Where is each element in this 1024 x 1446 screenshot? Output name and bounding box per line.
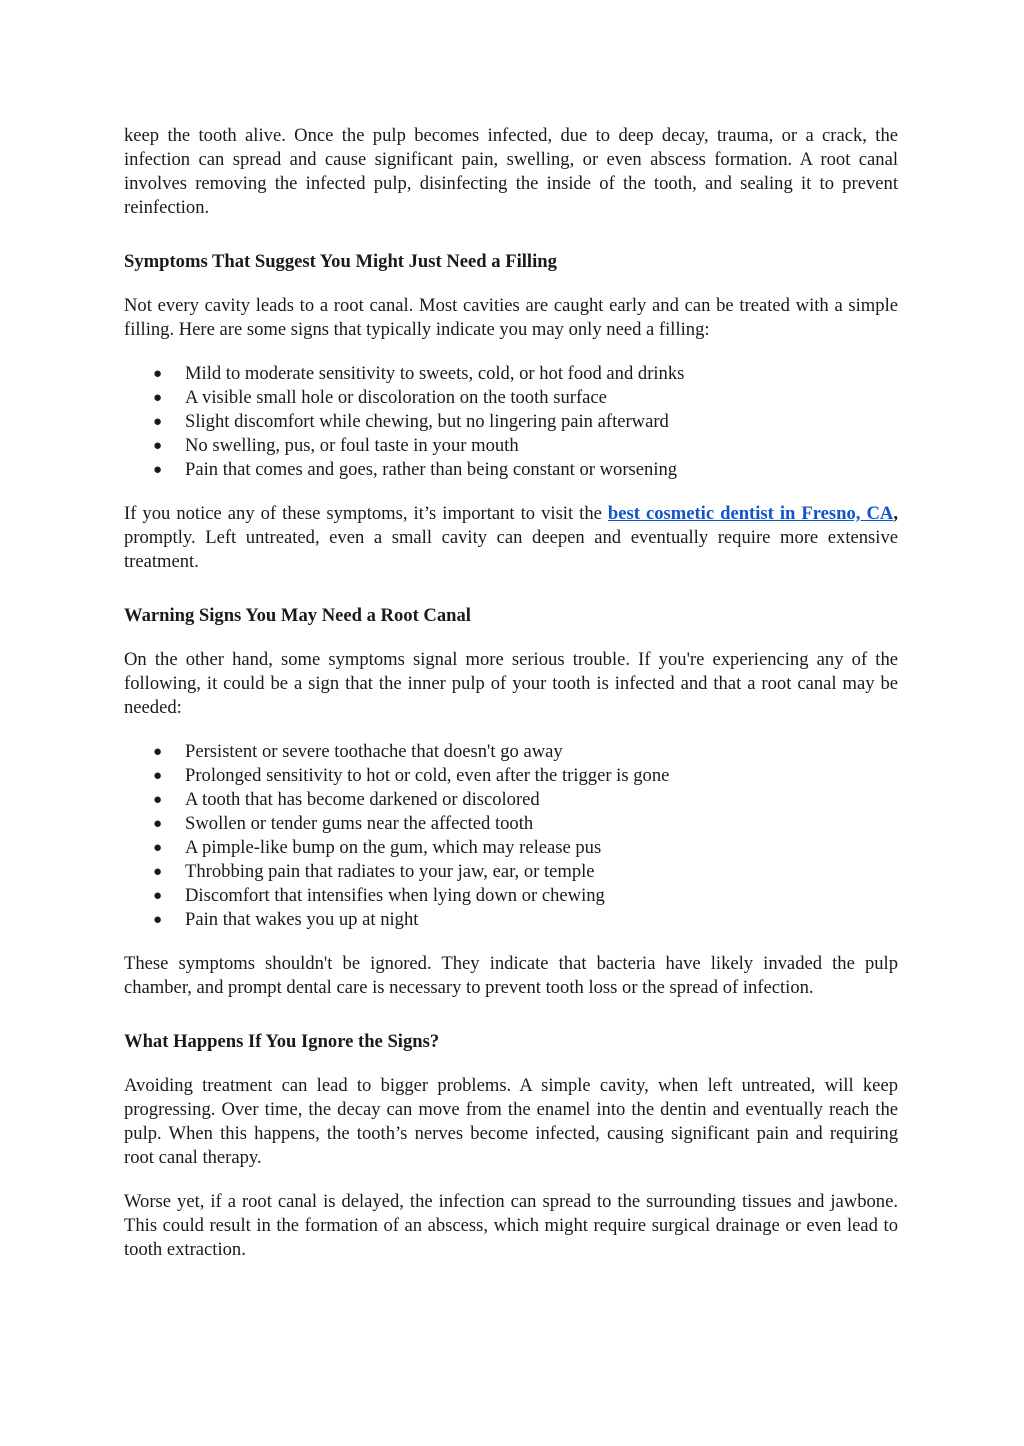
bullet-icon: ● bbox=[153, 816, 163, 832]
list-item-text: Discomfort that intensifies when lying down or chewing bbox=[185, 885, 605, 906]
list-item-text: A pimple-like bump on the gum, which may release pus bbox=[185, 837, 602, 858]
list-item-text: Pain that comes and goes, rather than being constant or worsening bbox=[185, 459, 678, 480]
list-item-text: A tooth that has become darkened or discolored bbox=[185, 789, 540, 810]
intro-paragraph: keep the tooth alive. Once the pulp becomes infected, due to deep decay, trauma, or a crack, the infection can spread and cause significant pain, swelling, or even abscess formation. A root canal involves removing the infected pulp, disinfecting the inside of the tooth, and sealing it to prevent reinfection. bbox=[124, 125, 898, 218]
filling-closing-paragraph bbox=[124, 502, 898, 574]
list-item-text: Persistent or severe toothache that doesn't go away bbox=[185, 741, 563, 762]
ignore-signs-paragraph-2: Worse yet, if a root canal is delayed, the infection can spread to the surrounding tissues and jawbone. This could result in the formation of an abscess, which might require surgical drainage or even lead to tooth extraction. bbox=[124, 1191, 898, 1260]
ignore-signs-paragraph-1: Avoiding treatment can lead to bigger problems. A simple cavity, when left untreated, will keep progressing. Over time, the decay can move from the enamel into the dentin and eventually reach the pulp. When this happens, the tooth’s nerves become infected, causing significant pain and requiring root canal therapy. bbox=[124, 1075, 898, 1168]
list-item bbox=[124, 812, 898, 836]
bullet-icon: ● bbox=[153, 864, 163, 880]
bullet-icon: ● bbox=[153, 390, 163, 406]
list-item bbox=[124, 740, 898, 764]
list-item bbox=[124, 458, 898, 482]
list-item bbox=[124, 788, 898, 812]
bullet-icon: ● bbox=[153, 792, 163, 808]
list-item-text: Swollen or tender gums near the affected tooth bbox=[185, 813, 534, 834]
list-item bbox=[124, 410, 898, 434]
bullet-icon: ● bbox=[153, 768, 163, 784]
bullet-icon: ● bbox=[153, 912, 163, 928]
list-item bbox=[124, 434, 898, 458]
list-item-text: Mild to moderate sensitivity to sweets, cold, or hot food and drinks bbox=[185, 363, 685, 384]
filling-symptoms-list bbox=[124, 362, 898, 482]
bullet-icon: ● bbox=[153, 888, 163, 904]
bullet-icon: ● bbox=[153, 744, 163, 760]
root-canal-symptoms-list bbox=[124, 740, 898, 932]
closing-comma: , bbox=[893, 503, 898, 524]
bullet-icon: ● bbox=[153, 414, 163, 430]
list-item bbox=[124, 860, 898, 884]
heading-ignore-signs: What Happens If You Ignore the Signs? bbox=[124, 1031, 440, 1052]
list-item bbox=[124, 908, 898, 932]
list-item-text: Pain that wakes you up at night bbox=[185, 909, 419, 930]
closing-text-start: If you notice any of these symptoms, it’s important to visit the bbox=[124, 503, 608, 524]
list-item-text: Prolonged sensitivity to hot or cold, even after the trigger is gone bbox=[185, 765, 670, 786]
list-item-text: Slight discomfort while chewing, but no lingering pain afterward bbox=[185, 411, 669, 432]
list-item bbox=[124, 764, 898, 788]
dentist-fresno-link[interactable]: best cosmetic dentist in Fresno, CA bbox=[607, 503, 894, 524]
heading-filling: Symptoms That Suggest You Might Just Need a Filling bbox=[124, 251, 557, 272]
list-item-text: Throbbing pain that radiates to your jaw, ear, or temple bbox=[185, 861, 595, 882]
list-item-text: No swelling, pus, or foul taste in your mouth bbox=[185, 435, 519, 456]
list-item bbox=[124, 386, 898, 410]
list-item bbox=[124, 362, 898, 386]
bullet-icon: ● bbox=[153, 366, 163, 382]
bullet-icon: ● bbox=[153, 840, 163, 856]
list-item bbox=[124, 836, 898, 860]
bullet-icon: ● bbox=[153, 462, 163, 478]
filling-lead-paragraph: Not every cavity leads to a root canal. Most cavities are caught early and can be treated with a simple filling. Here are some signs that typically indicate you may only need a filling: bbox=[124, 295, 898, 340]
heading-root-canal: Warning Signs You May Need a Root Canal bbox=[124, 605, 471, 626]
list-item bbox=[124, 884, 898, 908]
root-canal-lead-paragraph: On the other hand, some symptoms signal more serious trouble. If you're experiencing any of the following, it could be a sign that the inner pulp of your tooth is infected and that a root canal may be needed: bbox=[124, 649, 898, 718]
bullet-icon: ● bbox=[153, 438, 163, 454]
closing-text-end: promptly. Left untreated, even a small cavity can deepen and eventually require more extensive treatment. bbox=[124, 527, 898, 572]
document-page bbox=[124, 124, 898, 1292]
list-item-text: A visible small hole or discoloration on the tooth surface bbox=[185, 387, 607, 408]
root-canal-closing-paragraph: These symptoms shouldn't be ignored. They indicate that bacteria have likely invaded the pulp chamber, and prompt dental care is necessary to prevent tooth loss or the spread of infection. bbox=[124, 953, 898, 998]
